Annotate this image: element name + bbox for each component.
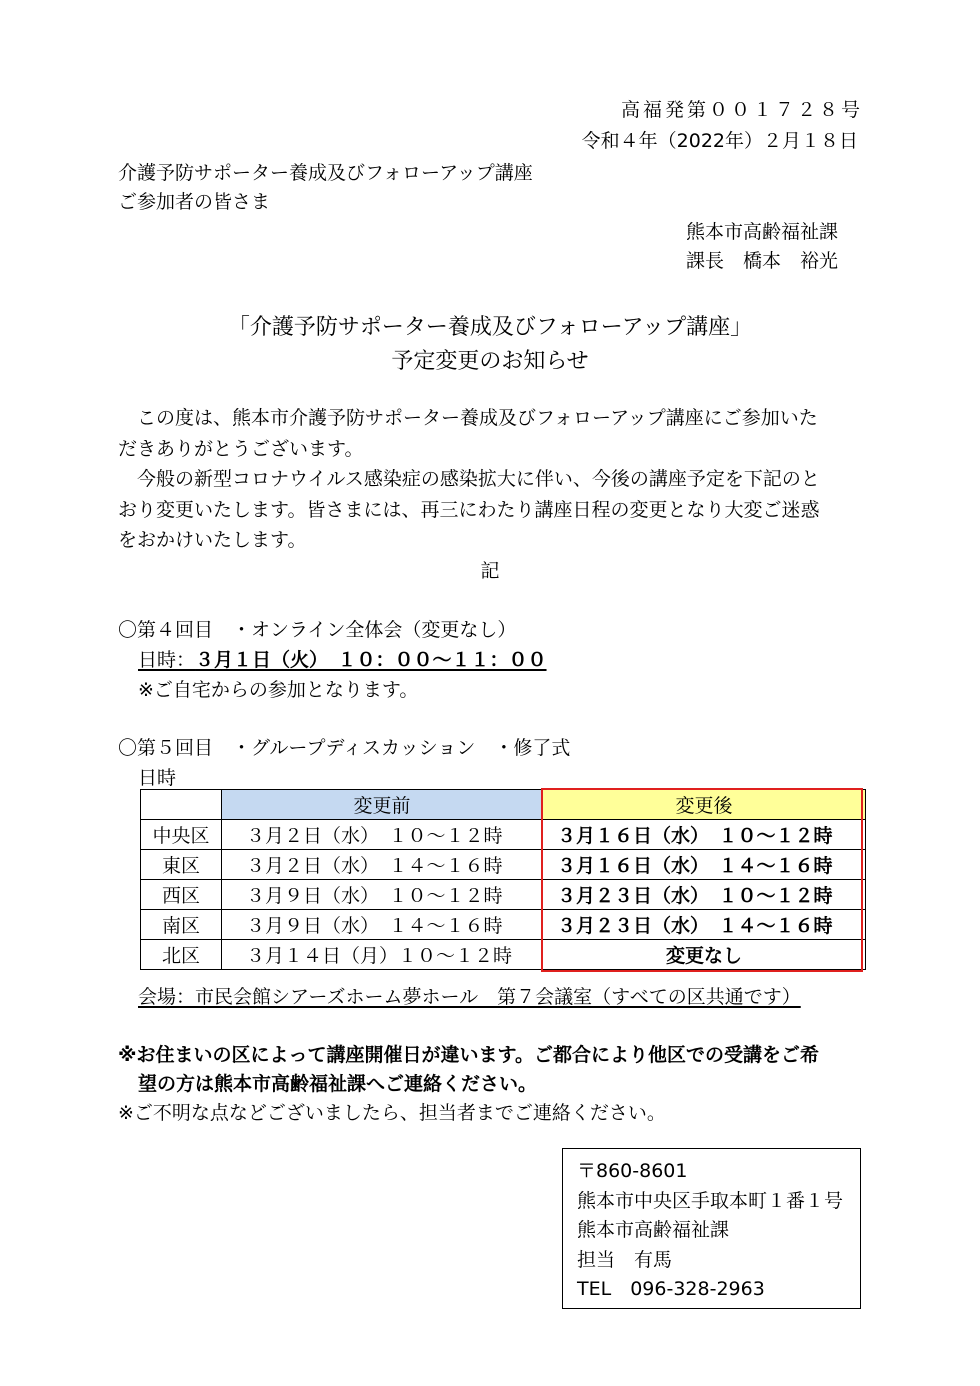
after-cell: ３月２３日（水） １４～１６時 [543, 910, 866, 940]
contact-tel: TEL 096-328-2963 [577, 1278, 765, 1300]
before-cell: ３月９日（水） １４～１６時 [222, 910, 543, 940]
body-p2-line-3: をおかけいたします。 [118, 529, 307, 551]
contact-address: 熊本市中央区手取本町１番１号 [577, 1189, 844, 1212]
title-line-1: 「介護予防サポーター養成及びフォローアップ講座」 [227, 315, 753, 340]
body-p2-line-1: 今般の新型コロナウイルス感染症の感染拡大に伴い、今後の講座予定を下記のと [137, 468, 820, 490]
contact-box [562, 1148, 861, 1309]
session4-note: ※ご自宅からの参加となります。 [138, 679, 419, 701]
ki-mark: 記 [480, 560, 500, 582]
session4-datetime [138, 645, 547, 672]
ward-cell: 西区 [141, 880, 222, 910]
body-p2-line-2: おり変更いたします。皆さまには、再三にわたり講座日程の変更となり大変ご迷惑 [118, 498, 820, 521]
after-cell: ３月２３日（水） １０～１２時 [543, 880, 866, 910]
contact-department: 熊本市高齢福祉課 [577, 1219, 730, 1241]
contact-person: 担当 有馬 [577, 1248, 673, 1271]
contact-postal: 〒860-8601 [577, 1160, 688, 1182]
before-cell: ３月２日（水） １４～１６時 [222, 850, 543, 880]
after-cell: ３月１６日（水） １４～１６時 [543, 850, 866, 880]
body-p1-line-1: この度は、熊本市介護予防サポーター養成及びフォローアップ講座にご参加いた [137, 407, 818, 429]
session5-datetime-label: 日時 [138, 767, 177, 789]
sender-name: 課長 橋本 裕光 [686, 250, 839, 272]
header-after: 変更後 [543, 790, 866, 820]
sender-department: 熊本市高齢福祉課 [686, 221, 839, 243]
title-line-2: 予定変更のお知らせ [391, 349, 589, 374]
header-before: 変更前 [222, 790, 543, 820]
before-cell: ３月２日（水） １０～１２時 [222, 820, 543, 850]
note-bold-line-2: 望の方は熊本市高齢福祉課へご連絡ください。 [138, 1073, 538, 1095]
after-cell: 変更なし [543, 940, 866, 970]
session4-datetime-label: 日時： [138, 649, 196, 671]
session4-heading: 〇第４回目 ・オンライン全体会（変更なし） [118, 619, 517, 641]
table-corner-cell [141, 790, 222, 820]
table-row [141, 940, 866, 970]
table-header-row [141, 790, 866, 820]
document-number: 高福発第００１７２８号 [620, 99, 863, 121]
venue-line: 会場：市民会館シアーズホーム夢ホール 第７会議室（すべての区共通です） [138, 986, 801, 1008]
ward-cell: 南区 [141, 910, 222, 940]
schedule-table [140, 789, 866, 970]
table-row [141, 820, 866, 850]
ward-cell: 東区 [141, 850, 222, 880]
recipient-line-1: 介護予防サポーター養成及びフォローアップ講座 [118, 162, 533, 184]
recipient-line-2: ご参加者の皆さま [118, 191, 271, 213]
after-cell: ３月１６日（水） １０～１２時 [543, 820, 866, 850]
body-p1-line-2: だきありがとうございます。 [118, 437, 364, 460]
before-cell: ３月１４日（月）１０～１２時 [222, 940, 543, 970]
note-line-3: ※ご不明な点などございましたら、担当者までご連絡ください。 [118, 1102, 666, 1124]
table-row [141, 850, 866, 880]
table-row [141, 910, 866, 940]
before-cell: ３月９日（水） １０～１２時 [222, 880, 543, 910]
table-row [141, 880, 866, 910]
session5-heading: 〇第５回目 ・グループディスカッション ・修了式 [118, 737, 571, 759]
session4-datetime-value: ３月１日（火） １０：００～１１：００ [195, 649, 547, 671]
ward-cell: 中央区 [141, 820, 222, 850]
note-bold-line-1: ※お住まいの区によって講座開催日が違います。ご都合により他区での受講をご希 [118, 1044, 819, 1066]
ward-cell: 北区 [141, 940, 222, 970]
body-paragraph-1 [118, 403, 820, 556]
document-date: 令和４年（2022年）２月１８日 [581, 130, 858, 152]
